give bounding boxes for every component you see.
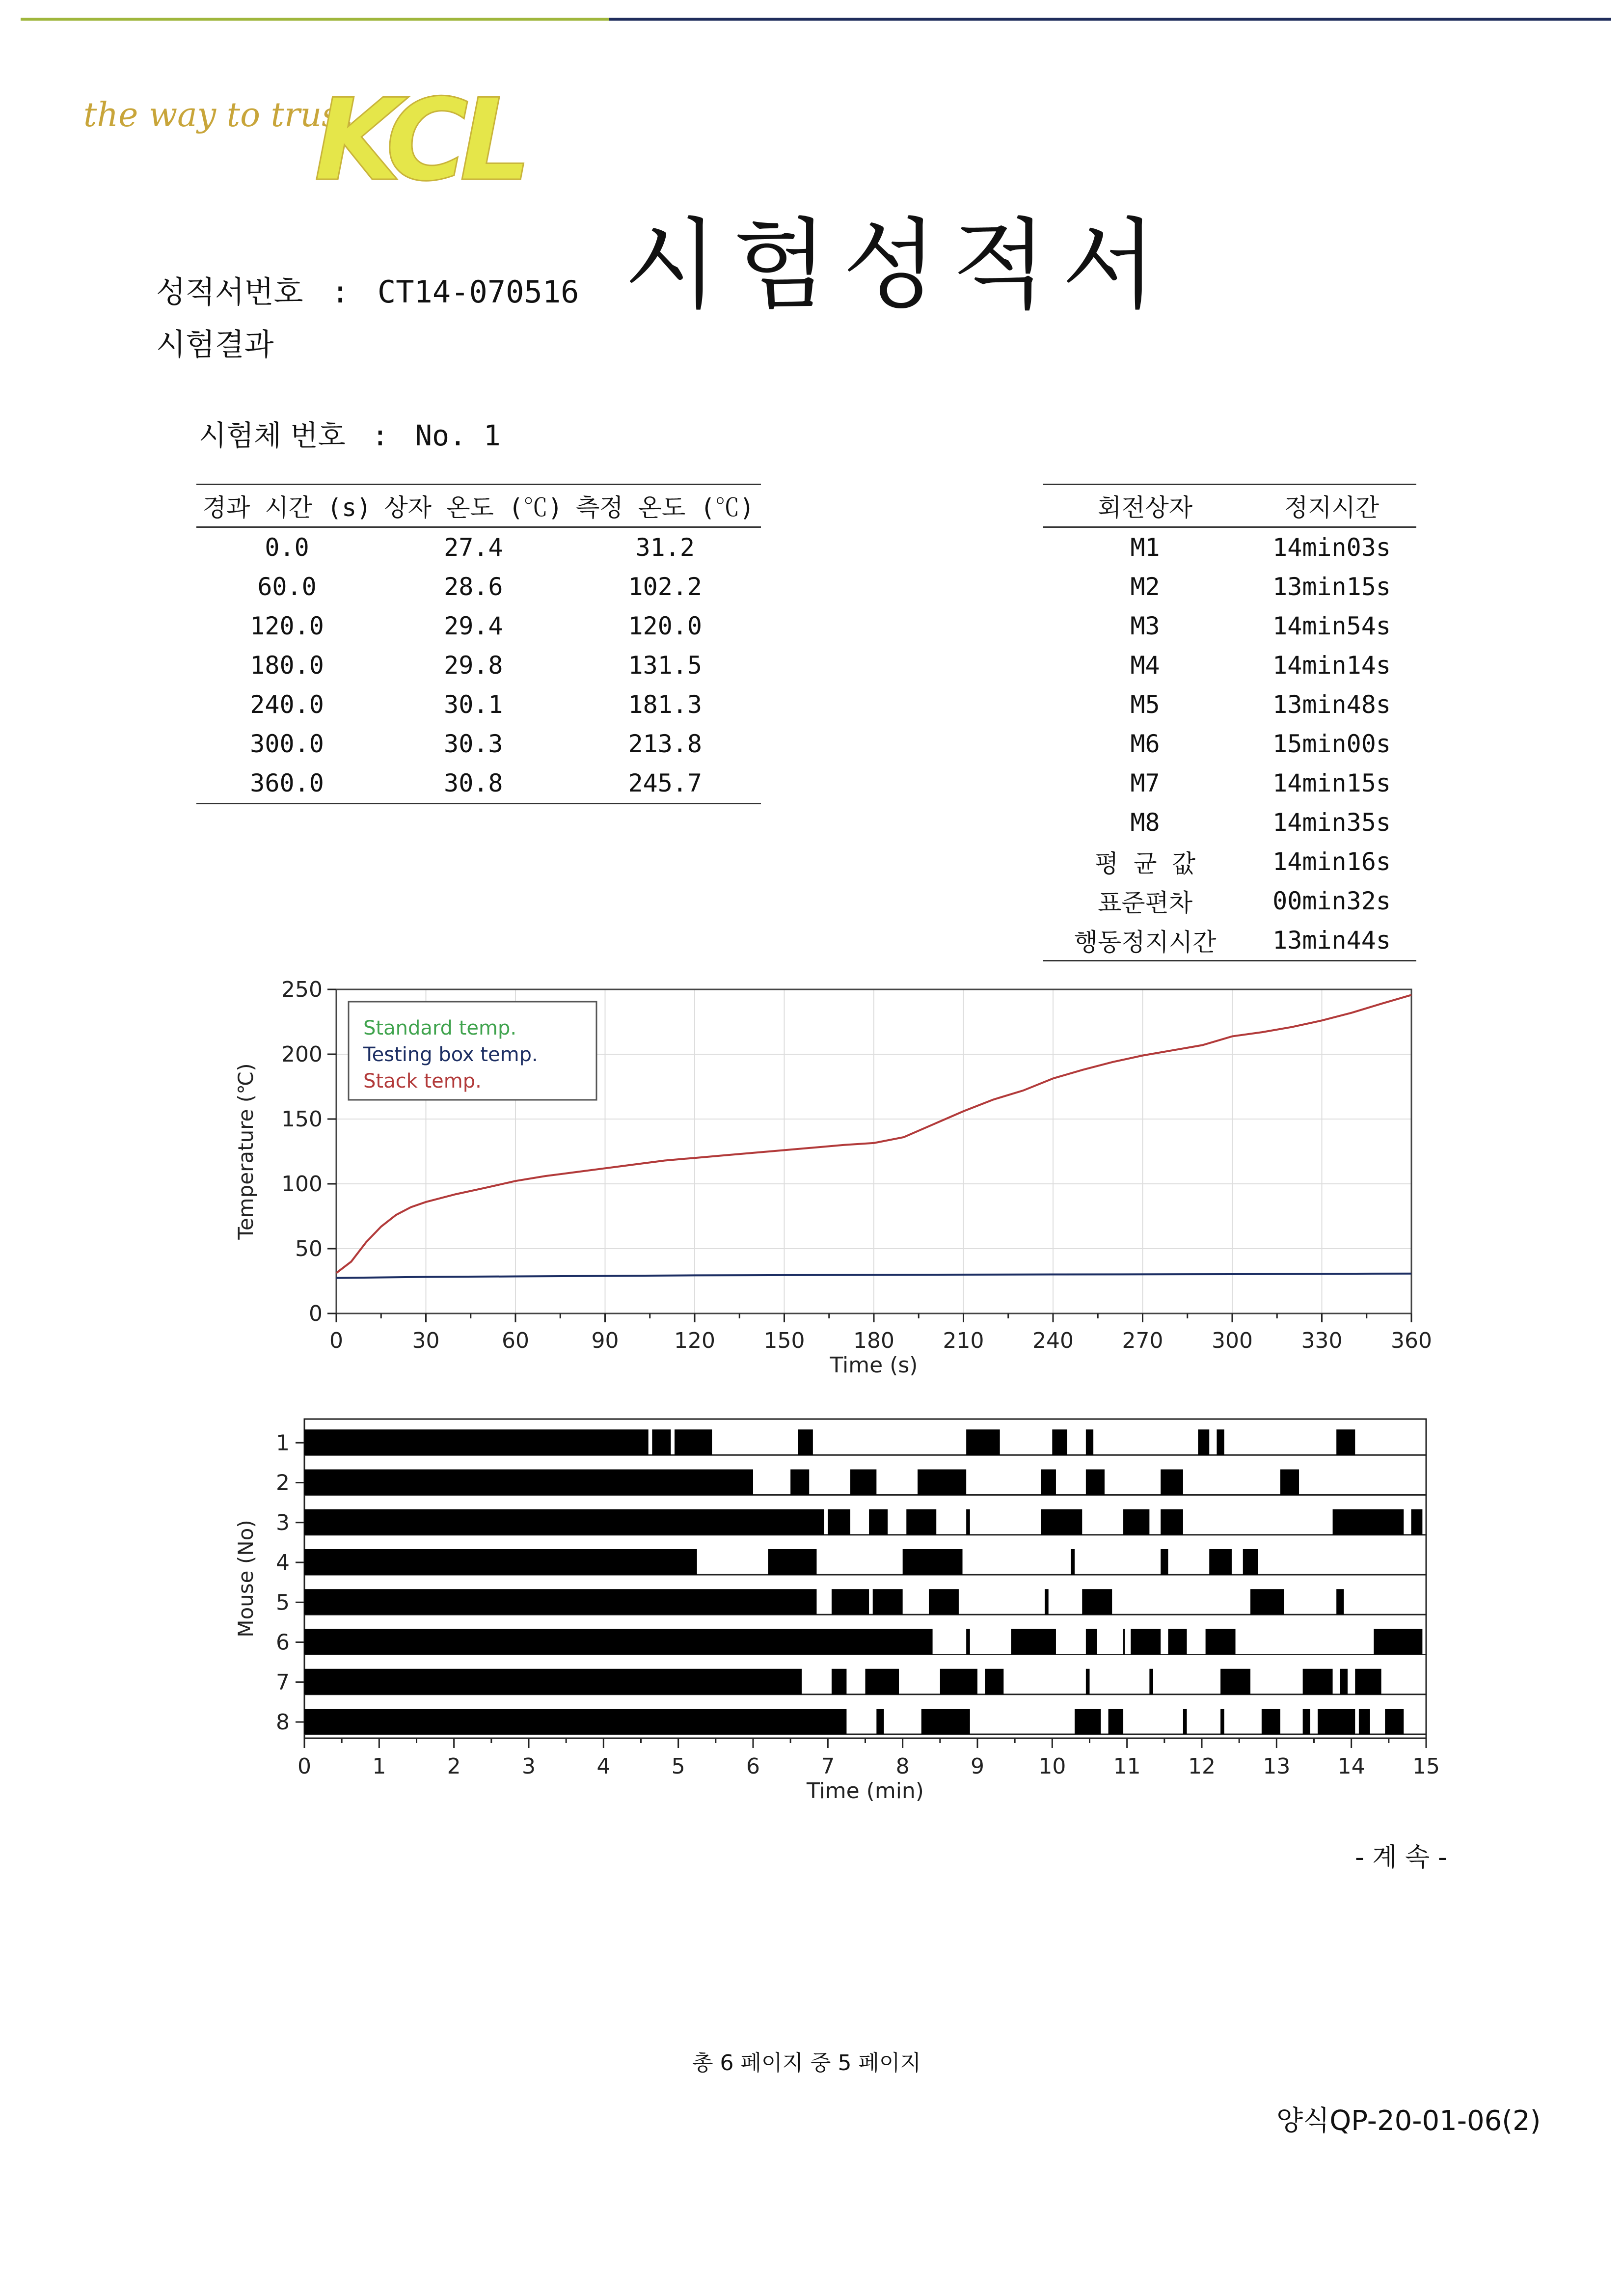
activity-bar (876, 1709, 884, 1734)
activity-bar (1303, 1669, 1333, 1695)
report-number: 성적서번호 : CT14-070516 (156, 274, 579, 310)
activity-bar (1359, 1709, 1370, 1734)
table-cell: 131.5 (628, 651, 703, 680)
activity-bar (873, 1589, 903, 1614)
table-cell: 00min32s (1272, 887, 1391, 915)
activity-bar (675, 1429, 712, 1455)
table-cell: M2 (1130, 573, 1160, 601)
table-cell: 360.0 (196, 764, 378, 804)
table-cell: M5 (1130, 690, 1160, 719)
activity-bar (1123, 1629, 1125, 1655)
activity-bar (1086, 1669, 1090, 1695)
y-tick-label: 50 (295, 1236, 323, 1261)
y-tick-label: 0 (309, 1301, 323, 1326)
activity-bar (1149, 1669, 1153, 1695)
table-cell: 14min16s (1272, 847, 1391, 876)
activity-bar (1086, 1629, 1097, 1655)
form-number: 양식QP-20-01-06(2) (1276, 2105, 1541, 2137)
activity-bar (1052, 1429, 1067, 1455)
table-cell: 0.0 (265, 533, 309, 562)
stop-time-row (1043, 921, 1416, 961)
temperature-row (196, 606, 761, 646)
continued-note: - 계 속 - (1355, 1843, 1447, 1872)
table-cell: M7 (1130, 769, 1160, 797)
table-cell: 30.3 (444, 730, 503, 758)
activity-bar (798, 1429, 812, 1455)
x-axis-label: Time (min) (807, 1778, 924, 1804)
specimen-value: No. 1 (415, 419, 501, 452)
activity-bar (1041, 1470, 1055, 1495)
x-tick-label: 7 (821, 1754, 835, 1779)
y-tick-label: 6 (276, 1630, 290, 1655)
activity-bar (866, 1669, 899, 1695)
temperature-row (196, 685, 761, 724)
activity-bar (1385, 1709, 1404, 1734)
activity-bar (940, 1669, 977, 1695)
x-tick-label: 1 (372, 1754, 386, 1779)
x-tick-label: 210 (943, 1328, 984, 1353)
column-header: 회전상자 (1043, 485, 1247, 527)
legend-entry: Standard temp. (363, 1017, 517, 1039)
column-header: 경과 시간 (s) (196, 485, 378, 527)
activity-bar (1374, 1629, 1422, 1655)
table-cell: 14min03s (1272, 533, 1391, 562)
activity-bar (304, 1429, 649, 1455)
activity-bar (1220, 1669, 1250, 1695)
legend-entry: Testing box temp. (363, 1043, 538, 1066)
temperature-row (196, 567, 761, 606)
table-cell: 29.4 (444, 612, 503, 640)
table-cell: 13min15s (1272, 573, 1391, 601)
x-tick-label: 2 (447, 1754, 461, 1779)
slogan: the way to trust (83, 96, 352, 135)
y-tick-label: 250 (281, 977, 323, 1002)
activity-bar (1206, 1629, 1236, 1655)
activity-bar (1131, 1629, 1161, 1655)
activity-bar (1250, 1589, 1284, 1614)
table-cell: 29.8 (444, 651, 503, 680)
x-tick-label: 5 (671, 1754, 685, 1779)
stop-time-row (1043, 567, 1416, 606)
x-tick-label: 180 (853, 1328, 894, 1353)
stop-time-row (1043, 606, 1416, 646)
stop-time-row (1043, 881, 1416, 921)
activity-bar (1183, 1709, 1187, 1734)
activity-bar (1161, 1549, 1168, 1575)
activity-bar (966, 1429, 1000, 1455)
x-tick-label: 120 (674, 1328, 715, 1353)
x-tick-label: 150 (763, 1328, 805, 1353)
activity-bar (985, 1669, 1003, 1695)
table-cell: 28.6 (444, 573, 503, 601)
activity-bar (1161, 1509, 1183, 1535)
y-tick-label: 200 (281, 1042, 323, 1067)
table-cell: 245.7 (569, 764, 761, 804)
activity-bar (1041, 1509, 1082, 1535)
activity-bar (304, 1549, 697, 1575)
table-cell: 30.8 (378, 764, 569, 804)
table-cell: 14min14s (1272, 651, 1391, 680)
activity-bar (304, 1509, 824, 1535)
activity-bar (1220, 1709, 1224, 1734)
y-tick-label: 2 (276, 1470, 290, 1496)
section-heading: 시험결과 (156, 327, 274, 362)
activity-bar (1082, 1589, 1112, 1614)
activity-bar (1086, 1429, 1093, 1455)
activity-bar (850, 1470, 876, 1495)
table-cell: 240.0 (250, 690, 324, 719)
kcl-logo (314, 75, 523, 206)
table-cell: 13min48s (1272, 690, 1391, 719)
table-cell: 13min44s (1247, 921, 1416, 961)
activity-bar (1198, 1429, 1209, 1455)
page-info: 총 6 페이지 중 5 페이지 (692, 2050, 921, 2076)
table-cell: 120.0 (250, 612, 324, 640)
activity-bar (1109, 1709, 1123, 1734)
x-tick-label: 0 (329, 1328, 343, 1353)
table-cell: M6 (1130, 730, 1160, 758)
temperature-row (196, 764, 761, 804)
y-tick-label: 150 (281, 1107, 323, 1132)
y-tick-label: 3 (276, 1510, 290, 1535)
column-header: 정지시간 (1247, 485, 1416, 527)
table-cell: 표준편차 (1097, 889, 1193, 917)
table-cell: M4 (1130, 651, 1160, 680)
mouse-activity-chart (216, 1409, 1453, 1817)
stop-time-row (1043, 842, 1416, 881)
x-tick-label: 13 (1263, 1754, 1291, 1779)
x-tick-label: 360 (1391, 1328, 1432, 1353)
activity-bar (929, 1589, 959, 1614)
activity-bar (869, 1509, 888, 1535)
activity-bar (921, 1709, 970, 1734)
activity-bar (1123, 1509, 1149, 1535)
x-tick-label: 90 (591, 1328, 619, 1353)
activity-bar (1336, 1429, 1355, 1455)
table-cell: 30.1 (444, 690, 503, 719)
x-tick-label: 270 (1122, 1328, 1163, 1353)
activity-bar (966, 1629, 970, 1655)
column-header: 상자 온도 (℃) (378, 485, 569, 527)
table-cell: 27.4 (444, 533, 503, 562)
activity-bar (304, 1589, 816, 1614)
x-tick-label: 30 (412, 1328, 440, 1353)
report-number-value: CT14-070516 (377, 274, 579, 310)
legend (349, 1002, 596, 1100)
activity-bar (304, 1470, 753, 1495)
activity-bar (1318, 1709, 1355, 1734)
stop-time-row (1043, 685, 1416, 724)
activity-bar (304, 1669, 802, 1695)
x-tick-label: 6 (746, 1754, 760, 1779)
x-axis-label: Time (s) (830, 1353, 918, 1378)
activity-bar (1262, 1709, 1280, 1734)
table-cell: 181.3 (628, 690, 703, 719)
y-tick-label: 8 (276, 1710, 290, 1735)
x-tick-label: 3 (522, 1754, 536, 1779)
activity-bar (1071, 1549, 1075, 1575)
activity-bar (652, 1429, 671, 1455)
x-tick-label: 0 (298, 1754, 311, 1779)
x-tick-label: 11 (1113, 1754, 1141, 1779)
temperature-row (196, 527, 761, 568)
x-tick-label: 15 (1412, 1754, 1440, 1779)
table-cell: 120.0 (628, 612, 703, 640)
activity-bar (1243, 1549, 1258, 1575)
x-tick-label: 240 (1032, 1328, 1074, 1353)
activity-bar (1280, 1470, 1299, 1495)
temperature-row (196, 646, 761, 685)
column-header: 측정 온도 (℃) (569, 485, 761, 527)
activity-bar (1411, 1509, 1423, 1535)
x-tick-label: 10 (1038, 1754, 1066, 1779)
x-tick-label: 14 (1337, 1754, 1365, 1779)
activity-bar (1086, 1470, 1105, 1495)
table-cell: M1 (1130, 533, 1160, 562)
x-tick-label: 330 (1301, 1328, 1343, 1353)
table-cell: 14min15s (1272, 769, 1391, 797)
table-cell: M8 (1130, 808, 1160, 837)
stop-time-row (1043, 764, 1416, 803)
x-tick-label: 300 (1212, 1328, 1253, 1353)
activity-bar (304, 1629, 933, 1655)
activity-bar (918, 1470, 966, 1495)
temperature-table (196, 484, 761, 804)
activity-bar (1161, 1470, 1183, 1495)
stop-time-row (1043, 646, 1416, 685)
temperature-row (196, 724, 761, 764)
table-cell: M3 (1130, 612, 1160, 640)
activity-bar (1336, 1589, 1344, 1614)
x-tick-label: 60 (502, 1328, 529, 1353)
activity-bar (1168, 1629, 1187, 1655)
stop-time-table (1043, 484, 1416, 961)
stop-time-row (1043, 527, 1416, 568)
specimen-number: 시험체 번호 : No. 1 (199, 419, 501, 452)
table-cell: 14min35s (1272, 808, 1391, 837)
table-cell: 102.2 (628, 573, 703, 601)
document-title: 시험성적서 (623, 208, 1172, 323)
table-cell: 평 균 값 (1094, 849, 1196, 878)
activity-bar (906, 1509, 936, 1535)
y-tick-label: 4 (276, 1550, 290, 1575)
x-tick-label: 8 (895, 1754, 910, 1779)
activity-bar (1011, 1629, 1056, 1655)
activity-bar (1075, 1709, 1101, 1734)
activity-bar (304, 1709, 846, 1734)
x-tick-label: 9 (971, 1754, 984, 1779)
svg-text:KCL: KCL (314, 75, 523, 206)
activity-bar (832, 1589, 869, 1614)
table-cell: 15min00s (1272, 730, 1391, 758)
legend-entry: Stack temp. (363, 1070, 482, 1093)
x-tick-label: 4 (596, 1754, 611, 1779)
activity-bar (1303, 1709, 1310, 1734)
activity-bar (1333, 1509, 1404, 1535)
y-axis-label: Mouse (No) (234, 1520, 258, 1638)
y-axis-label: Temperature (℃) (234, 1063, 258, 1240)
y-tick-label: 100 (281, 1172, 323, 1197)
stop-time-row (1043, 724, 1416, 764)
y-tick-label: 7 (276, 1669, 290, 1695)
table-cell: 14min54s (1272, 612, 1391, 640)
activity-bar (1355, 1669, 1381, 1695)
table-cell: 213.8 (628, 730, 703, 758)
temperature-chart (216, 970, 1453, 1387)
activity-bar (903, 1549, 963, 1575)
activity-bar (966, 1509, 970, 1535)
table-cell: 60.0 (257, 573, 317, 601)
report-number-label: 성적서번호 (156, 274, 303, 310)
x-tick-label: 12 (1188, 1754, 1216, 1779)
top-rule (21, 18, 1611, 21)
stop-time-row (1043, 803, 1416, 842)
specimen-label: 시험체 번호 (199, 419, 346, 452)
table-cell: 31.2 (635, 533, 695, 562)
y-tick-label: 5 (276, 1590, 290, 1615)
activity-bar (1340, 1669, 1348, 1695)
activity-bar (790, 1470, 809, 1495)
table-cell: 180.0 (250, 651, 324, 680)
activity-bar (832, 1669, 846, 1695)
activity-bar (1209, 1549, 1232, 1575)
table-cell: 행동정지시간 (1043, 921, 1247, 961)
activity-bar (1217, 1429, 1224, 1455)
activity-bar (1045, 1589, 1049, 1614)
table-cell: 300.0 (250, 730, 324, 758)
activity-bar (768, 1549, 816, 1575)
y-tick-label: 1 (276, 1430, 290, 1456)
activity-bar (828, 1509, 850, 1535)
